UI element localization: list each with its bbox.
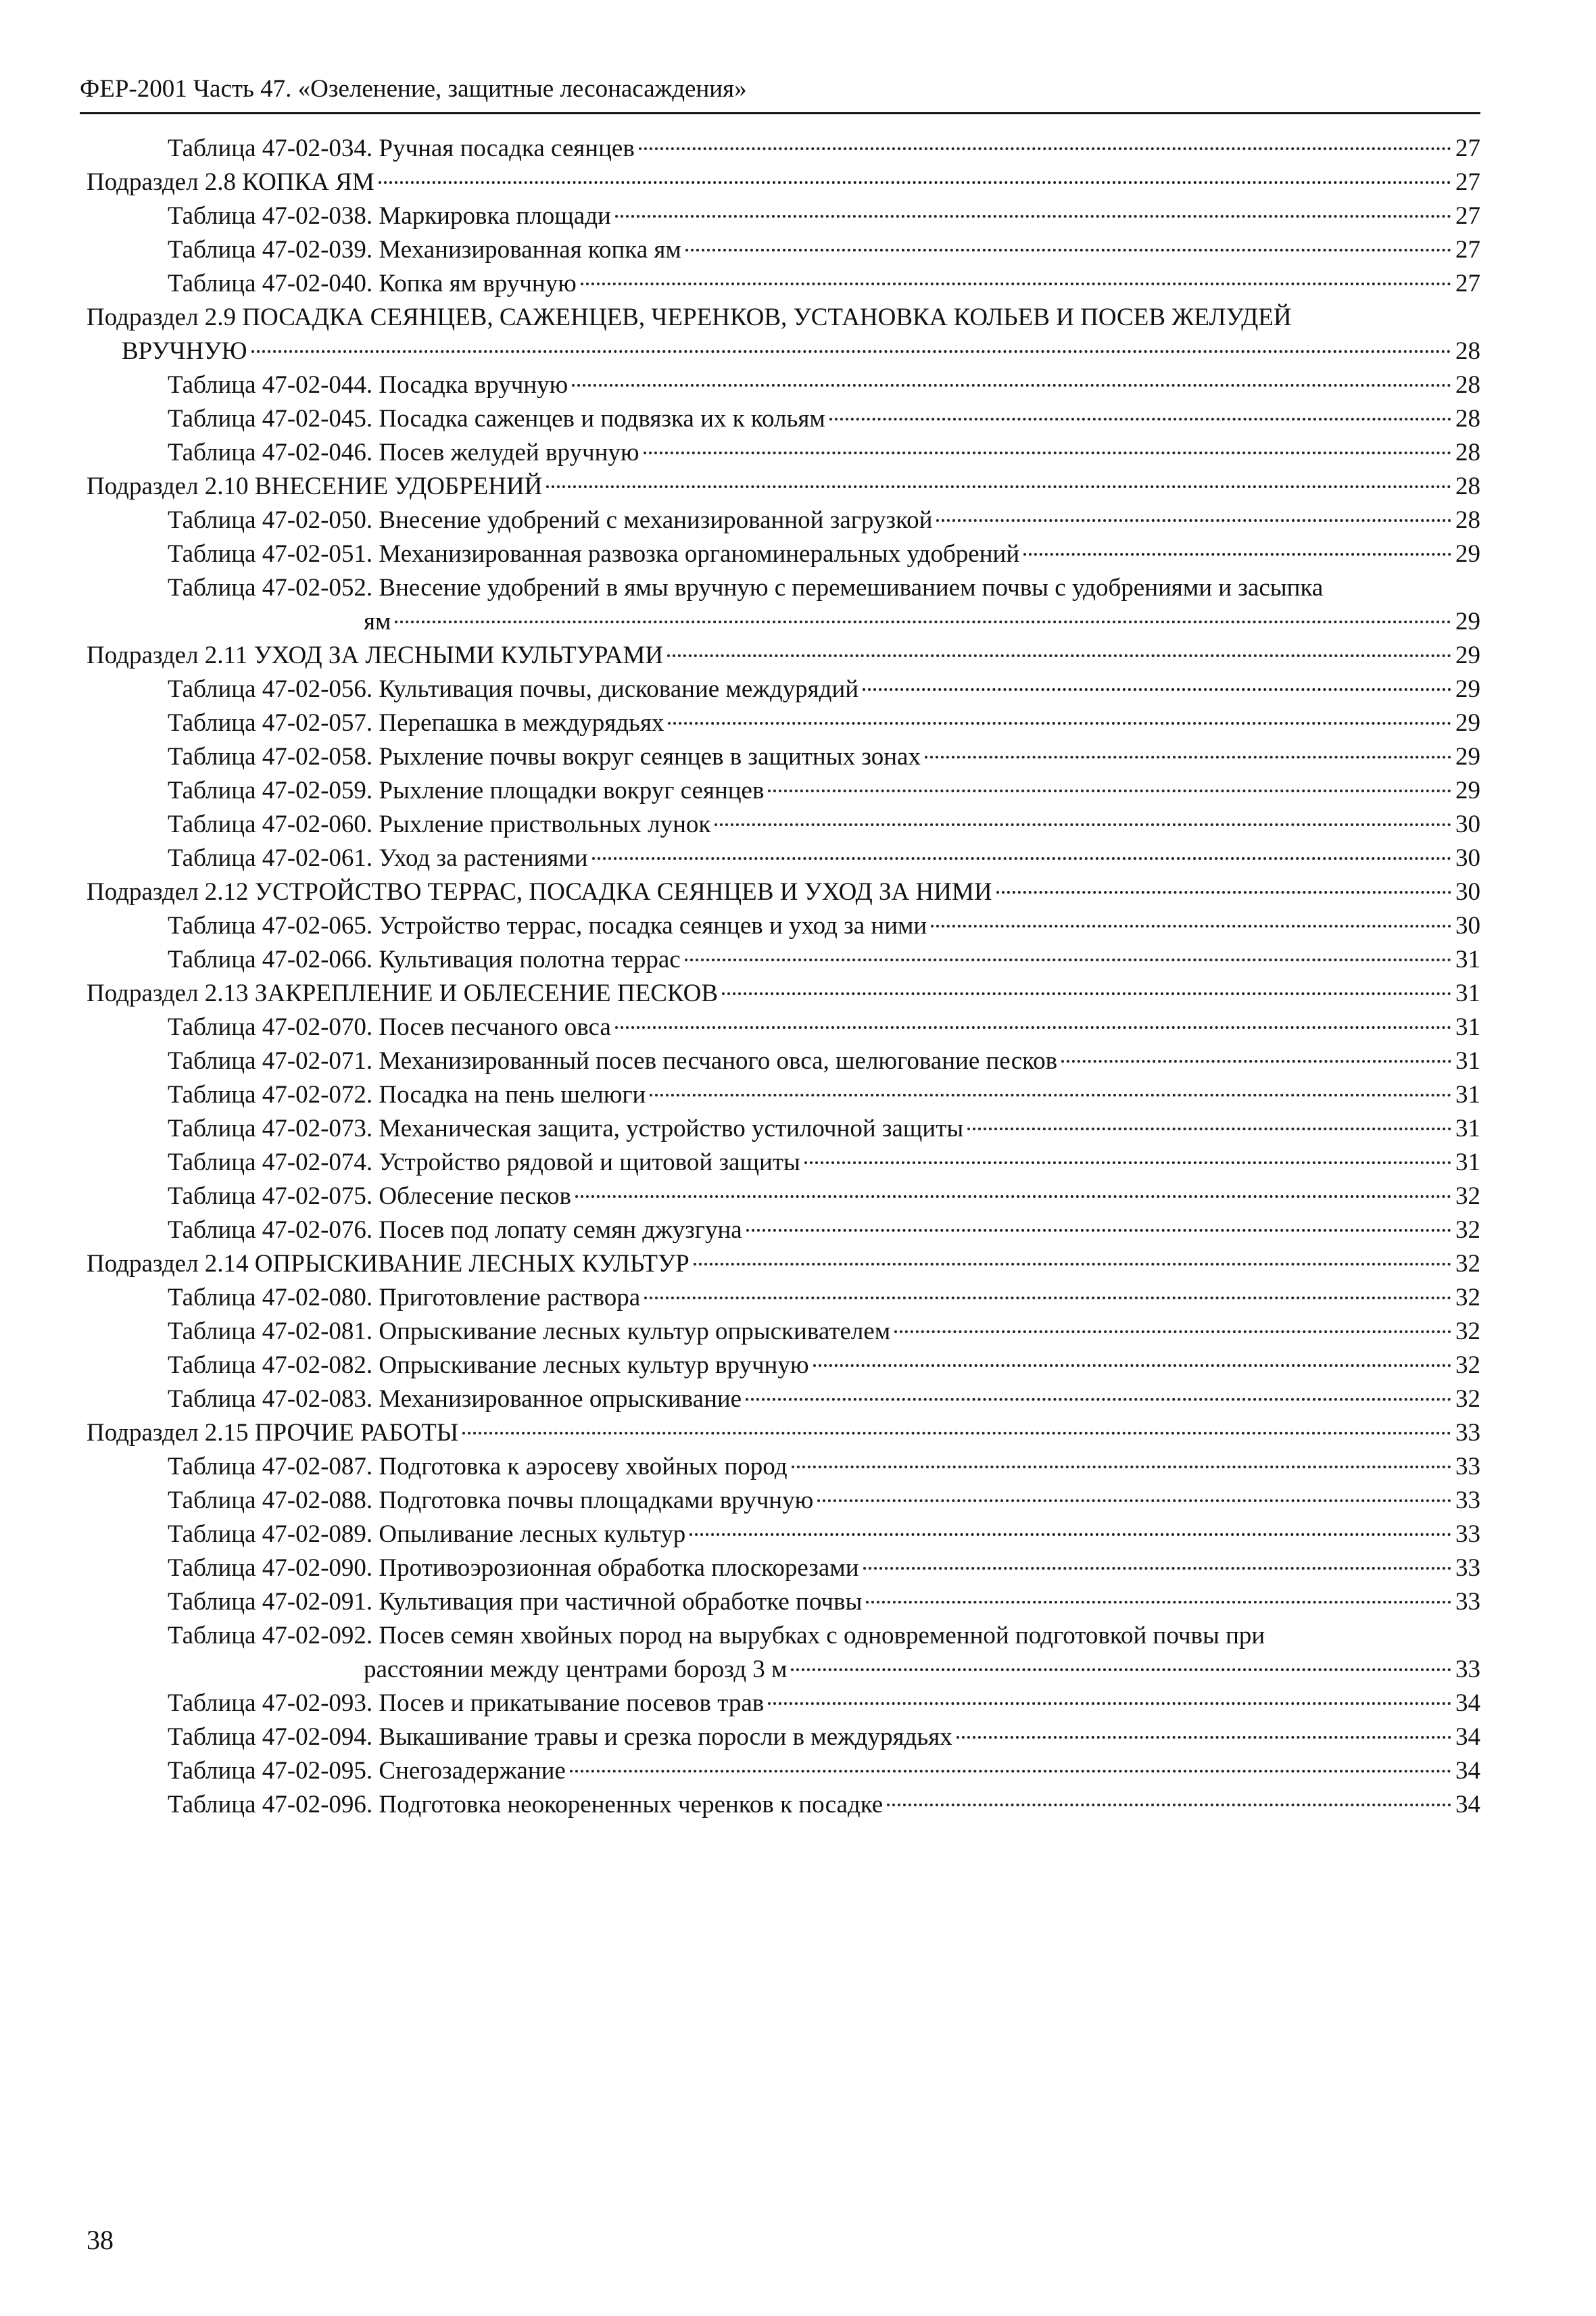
- toc-entry-text: Таблица 47-02-096. Подготовка неокорененных черенков к посадке: [168, 1791, 884, 1818]
- page-number: 38: [87, 2225, 114, 2255]
- toc-page-number: 27: [1455, 168, 1480, 196]
- toc-entry-text: Подраздел 2.15 ПРОЧИЕ РАБОТЫ: [87, 1419, 459, 1447]
- toc-section-entry[interactable]: [87, 166, 1480, 199]
- toc-entry-text: Таблица 47-02-091. Культивация при частичной обработке почвы: [168, 1588, 863, 1616]
- dot-leader: [792, 1466, 1451, 1468]
- toc-page-number: 32: [1455, 1385, 1480, 1413]
- dot-leader: [592, 857, 1451, 860]
- toc-page-number: 29: [1455, 709, 1480, 737]
- toc-section-entry[interactable]: [87, 1416, 1480, 1450]
- toc-table-entry[interactable]: [87, 537, 1480, 571]
- toc-entry-text: Таблица 47-02-070. Посев песчаного овса: [168, 1013, 611, 1041]
- toc-table-entry[interactable]: [87, 1349, 1480, 1382]
- toc-table-entry[interactable]: [87, 1754, 1480, 1788]
- dot-leader: [1061, 1060, 1451, 1063]
- toc-page-number: 28: [1455, 337, 1480, 365]
- toc-entry-text: Подраздел 2.12 УСТРОЙСТВО ТЕРРАС, ПОСАДКА СЕЯНЦЕВ И УХОД ЗА НИМИ: [87, 878, 992, 906]
- toc-page-number: 32: [1455, 1216, 1480, 1244]
- toc-page-number: 29: [1455, 642, 1480, 669]
- toc-section-entry[interactable]: [87, 1247, 1480, 1281]
- toc-entry-text: Таблица 47-02-088. Подготовка почвы площадками вручную: [168, 1487, 814, 1514]
- toc-page-number: 30: [1455, 811, 1480, 838]
- toc-table-entry[interactable]: [87, 842, 1480, 875]
- dot-leader: [967, 1128, 1451, 1130]
- toc-table-entry[interactable]: [87, 1687, 1480, 1720]
- toc-entry-text: Таблица 47-02-072. Посадка на пень шелюги: [168, 1081, 646, 1109]
- dot-leader: [1023, 553, 1451, 556]
- dot-leader: [685, 249, 1451, 251]
- dot-leader: [768, 1702, 1451, 1705]
- dot-leader: [615, 215, 1451, 218]
- toc-table-entry[interactable]: [87, 402, 1480, 436]
- toc-table-entry[interactable]: [87, 808, 1480, 842]
- toc-entry-text: Таблица 47-02-083. Механизированное опрыскивание: [168, 1385, 742, 1413]
- dot-leader: [936, 519, 1451, 522]
- toc-page-number: 34: [1455, 1791, 1480, 1818]
- toc-table-entry[interactable]: [87, 1551, 1480, 1585]
- toc-page-number: 32: [1455, 1351, 1480, 1379]
- toc-page-number: 31: [1455, 946, 1480, 973]
- toc-page-number: 33: [1455, 1520, 1480, 1548]
- dot-leader: [863, 1567, 1451, 1570]
- toc-entry-text: Таблица 47-02-046. Посев желудей вручную: [168, 439, 639, 466]
- toc-page-number: 31: [1455, 1081, 1480, 1109]
- toc-entry-text: Таблица 47-02-094. Выкашивание травы и срезка поросли в междурядьях: [168, 1723, 952, 1751]
- toc-entry-text: Таблица 47-02-080. Приготовление раствора: [168, 1284, 641, 1311]
- toc-table-entry[interactable]: [87, 571, 1480, 639]
- toc-entry-text: Таблица 47-02-051. Механизированная развозка органоминеральных удобрений: [168, 540, 1020, 568]
- toc-page-number: 34: [1455, 1723, 1480, 1751]
- toc-table-entry[interactable]: [87, 1585, 1480, 1619]
- dot-leader: [685, 959, 1451, 961]
- toc-section-entry[interactable]: [87, 301, 1480, 368]
- toc-page-number: 33: [1455, 1656, 1480, 1683]
- toc-page-number: 33: [1455, 1419, 1480, 1447]
- toc-table-entry[interactable]: [87, 1213, 1480, 1247]
- toc-entry-continuation: ВРУЧНУЮ: [122, 337, 247, 365]
- toc-page-number: 29: [1455, 540, 1480, 568]
- dot-leader: [996, 891, 1451, 894]
- toc-entry-text: Таблица 47-02-087. Подготовка к аэросеву хвойных пород: [168, 1453, 788, 1480]
- dot-leader: [931, 925, 1451, 927]
- toc-table-entry[interactable]: [87, 909, 1480, 943]
- toc-entry-text: Таблица 47-02-074. Устройство рядовой и щитовой защиты: [168, 1149, 800, 1176]
- toc-entry-text: Таблица 47-02-065. Устройство террас, посадка сеянцев и уход за ними: [168, 912, 927, 940]
- toc-section-entry[interactable]: [87, 875, 1480, 909]
- toc-table-entry[interactable]: [87, 436, 1480, 470]
- toc-entry-text: Таблица 47-02-076. Посев под лопату семян джузгуна: [168, 1216, 742, 1244]
- toc-entry-text: Подраздел 2.9 ПОСАДКА СЕЯНЦЕВ, САЖЕНЦЕВ, ЧЕРЕНКОВ, УСТАНОВКА КОЛЬЕВ И ПОСЕВ ЖЕЛУДЕЙ: [87, 304, 1292, 331]
- toc-page-number: 33: [1455, 1554, 1480, 1582]
- dot-leader: [791, 1668, 1451, 1671]
- toc-page-number: 31: [1455, 1047, 1480, 1075]
- toc-table-entry[interactable]: [87, 1484, 1480, 1518]
- toc-entry-text: Таблица 47-02-089. Опыливание лесных культур: [168, 1520, 686, 1548]
- toc-table-entry[interactable]: [87, 1281, 1480, 1315]
- toc-table-entry[interactable]: [87, 1788, 1480, 1822]
- toc-page-number: 29: [1455, 777, 1480, 804]
- toc-entry-text: Таблица 47-02-040. Копка ям вручную: [168, 270, 577, 297]
- toc-page-number: 28: [1455, 473, 1480, 500]
- toc-page-number: 33: [1455, 1588, 1480, 1616]
- toc-table-entry[interactable]: [87, 368, 1480, 402]
- toc-page-number: 33: [1455, 1453, 1480, 1480]
- dot-leader: [581, 283, 1451, 285]
- dot-leader: [768, 790, 1451, 792]
- toc-table-entry[interactable]: [87, 199, 1480, 233]
- toc-table-entry[interactable]: [87, 1078, 1480, 1112]
- toc-entry-text: Таблица 47-02-059. Рыхление площадки вокруг сеянцев: [168, 777, 765, 804]
- toc-entry-text: Таблица 47-02-044. Посадка вручную: [168, 371, 569, 399]
- toc-table-entry[interactable]: [87, 1146, 1480, 1180]
- toc-entry-text: Таблица 47-02-056. Культивация почвы, дискование междурядий: [168, 675, 859, 703]
- dot-leader: [650, 1094, 1451, 1096]
- toc-entry-text: Таблица 47-02-060. Рыхление приствольных лунок: [168, 811, 711, 838]
- toc-page-number: 27: [1455, 270, 1480, 297]
- toc-table-entry[interactable]: [87, 1450, 1480, 1484]
- toc-entry-text: Таблица 47-02-093. Посев и прикатывание посевов трав: [168, 1689, 765, 1717]
- toc-entry-text: Подраздел 2.14 ОПРЫСКИВАНИЕ ЛЕСНЫХ КУЛЬТУР: [87, 1250, 690, 1278]
- dot-leader: [251, 350, 1451, 353]
- dot-leader: [575, 1195, 1451, 1198]
- toc-page-number: 29: [1455, 743, 1480, 771]
- dot-leader: [668, 722, 1451, 725]
- dot-leader: [746, 1229, 1451, 1232]
- toc-entry-text: Таблица 47-02-039. Механизированная копка ям: [168, 236, 681, 264]
- toc-page-number: 33: [1455, 1487, 1480, 1514]
- toc-entry-text: Таблица 47-02-061. Уход за растениями: [168, 844, 588, 872]
- toc-table-entry[interactable]: [87, 1011, 1480, 1044]
- dot-leader: [395, 621, 1451, 623]
- dot-leader: [804, 1161, 1451, 1164]
- table-of-contents: [87, 132, 1480, 1822]
- toc-entry-text: Таблица 47-02-073. Механическая защита, устройство устилочной защиты: [168, 1115, 964, 1142]
- toc-entry-continuation: ям: [364, 608, 391, 635]
- toc-table-entry[interactable]: [87, 233, 1480, 267]
- dot-leader: [644, 1297, 1451, 1299]
- dot-leader: [615, 1026, 1451, 1029]
- toc-page-number: 30: [1455, 844, 1480, 872]
- toc-table-entry[interactable]: [87, 774, 1480, 808]
- toc-page-number: 27: [1455, 135, 1480, 162]
- toc-page-number: 27: [1455, 202, 1480, 230]
- toc-entry-continuation: расстоянии между центрами борозд 3 м: [364, 1656, 788, 1683]
- toc-table-entry[interactable]: [87, 1315, 1480, 1349]
- dot-leader: [462, 1432, 1451, 1434]
- toc-page-number: 31: [1455, 1149, 1480, 1176]
- toc-entry-text: Таблица 47-02-071. Механизированный посев песчаного овса, шелюгование песков: [168, 1047, 1058, 1075]
- toc-entry-text: Таблица 47-02-034. Ручная посадка сеянцев: [168, 135, 635, 162]
- toc-page-number: 31: [1455, 1115, 1480, 1142]
- toc-entry-text: Таблица 47-02-038. Маркировка площади: [168, 202, 611, 230]
- dot-leader: [863, 688, 1451, 691]
- toc-page-number: 32: [1455, 1318, 1480, 1345]
- toc-table-entry[interactable]: [87, 267, 1480, 301]
- dot-leader: [894, 1330, 1451, 1333]
- toc-table-entry[interactable]: [87, 504, 1480, 537]
- toc-entry-text: Подраздел 2.11 УХОД ЗА ЛЕСНЫМИ КУЛЬТУРАМИ: [87, 642, 664, 669]
- toc-section-entry[interactable]: [87, 639, 1480, 673]
- toc-entry-text: Таблица 47-02-057. Перепашка в междурядьях: [168, 709, 664, 737]
- dot-leader: [644, 452, 1451, 454]
- dot-leader: [957, 1736, 1451, 1739]
- toc-entry-text: Таблица 47-02-075. Облесение песков: [168, 1182, 572, 1210]
- toc-section-entry[interactable]: [87, 470, 1480, 504]
- toc-entry-text: Таблица 47-02-082. Опрыскивание лесных культур вручную: [168, 1351, 809, 1379]
- dot-leader: [694, 1263, 1451, 1265]
- toc-page-number: 28: [1455, 506, 1480, 534]
- toc-entry-text: Таблица 47-02-052. Внесение удобрений в ямы вручную с перемешиванием почвы с удобрениями и засыпка: [168, 574, 1324, 602]
- toc-page-number: 30: [1455, 878, 1480, 906]
- dot-leader: [546, 485, 1451, 488]
- toc-table-entry[interactable]: [87, 673, 1480, 706]
- toc-entry-text: Таблица 47-02-090. Противоэрозионная обработка плоскорезами: [168, 1554, 859, 1582]
- toc-page-number: 28: [1455, 371, 1480, 399]
- toc-page-number: 29: [1455, 675, 1480, 703]
- page-header: ФЕР-2001 Часть 47. «Озеленение, защитные лесонасаждения»: [80, 73, 1480, 114]
- toc-page-number: 31: [1455, 980, 1480, 1007]
- toc-entry-text: Таблица 47-02-095. Снегозадержание: [168, 1757, 566, 1785]
- dot-leader: [887, 1804, 1451, 1806]
- dot-leader: [667, 654, 1451, 657]
- dot-leader: [572, 384, 1451, 387]
- toc-page-number: 31: [1455, 1013, 1480, 1041]
- toc-table-entry[interactable]: [87, 1112, 1480, 1146]
- toc-table-entry[interactable]: [87, 740, 1480, 774]
- toc-page-number: 34: [1455, 1757, 1480, 1785]
- toc-page-number: 30: [1455, 912, 1480, 940]
- dot-leader: [639, 147, 1451, 150]
- toc-entry-text: Таблица 47-02-050. Внесение удобрений с механизированной загрузкой: [168, 506, 933, 534]
- toc-entry-text: Подраздел 2.13 ЗАКРЕПЛЕНИЕ И ОБЛЕСЕНИЕ ПЕСКОВ: [87, 980, 719, 1007]
- toc-table-entry[interactable]: [87, 943, 1480, 977]
- toc-table-entry[interactable]: [87, 1382, 1480, 1416]
- toc-section-entry[interactable]: [87, 977, 1480, 1011]
- dot-leader: [817, 1499, 1451, 1502]
- dot-leader: [925, 756, 1451, 758]
- toc-entry-text: Таблица 47-02-081. Опрыскивание лесных культур опрыскивателем: [168, 1318, 891, 1345]
- toc-table-entry[interactable]: [87, 1180, 1480, 1213]
- dot-leader: [866, 1601, 1451, 1603]
- toc-entry-text: Таблица 47-02-066. Культивация полотна террас: [168, 946, 681, 973]
- toc-entry-text: Таблица 47-02-045. Посадка саженцев и подвязка их к кольям: [168, 405, 825, 433]
- toc-page-number: 29: [1455, 608, 1480, 635]
- dot-leader: [722, 992, 1451, 995]
- toc-entry-text: Подраздел 2.8 КОПКА ЯМ: [87, 168, 374, 196]
- toc-entry-text: Таблица 47-02-058. Рыхление почвы вокруг сеянцев в защитных зонах: [168, 743, 921, 771]
- dot-leader: [715, 823, 1451, 826]
- toc-page-number: 32: [1455, 1250, 1480, 1278]
- toc-table-entry[interactable]: [87, 1518, 1480, 1551]
- toc-page-number: 32: [1455, 1284, 1480, 1311]
- toc-table-entry[interactable]: [87, 1619, 1480, 1687]
- toc-page-number: 32: [1455, 1182, 1480, 1210]
- toc-page-number: 34: [1455, 1689, 1480, 1717]
- toc-entry-text: Таблица 47-02-092. Посев семян хвойных пород на вырубках с одновременной подготовкой почвы при: [168, 1622, 1265, 1649]
- toc-entry-text: Подраздел 2.10 ВНЕСЕНИЕ УДОБРЕНИЙ: [87, 473, 543, 500]
- toc-table-entry[interactable]: [87, 706, 1480, 740]
- toc-table-entry[interactable]: [87, 132, 1480, 166]
- dot-leader: [813, 1364, 1451, 1367]
- dot-leader: [746, 1398, 1451, 1401]
- toc-table-entry[interactable]: [87, 1720, 1480, 1754]
- dot-leader: [570, 1770, 1451, 1772]
- dot-leader: [379, 181, 1451, 184]
- dot-leader: [690, 1533, 1451, 1536]
- toc-page-number: 28: [1455, 439, 1480, 466]
- dot-leader: [829, 418, 1451, 420]
- toc-table-entry[interactable]: [87, 1044, 1480, 1078]
- toc-page-number: 27: [1455, 236, 1480, 264]
- toc-page-number: 28: [1455, 405, 1480, 433]
